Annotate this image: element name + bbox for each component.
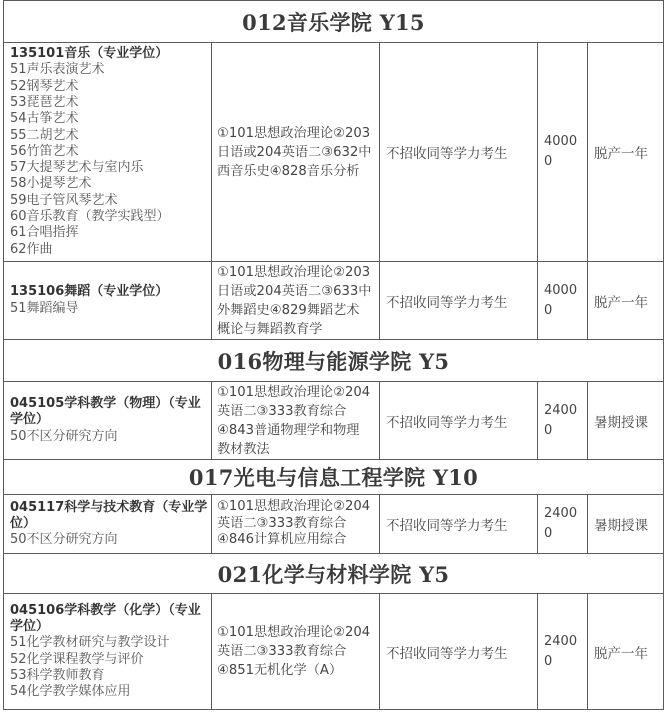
note-cell: 不招收同等学力考生 (380, 495, 538, 554)
major-title: 135101音乐（专业学位） (10, 46, 169, 62)
exam-line: 概论与舞蹈教育学 (217, 321, 323, 337)
direction-item: 54古筝艺术 (10, 111, 79, 127)
direction-item: 51化学教材研究与教学设计 (10, 635, 170, 651)
direction-item: 50不区分研究方向 (10, 532, 118, 548)
dept-row (4, 340, 664, 382)
exam-line: 日语或204英语二③633中 (217, 283, 372, 299)
major-cell (4, 43, 212, 262)
exam-line: ④851无机化学（A） (217, 663, 343, 678)
table-row (4, 382, 664, 460)
dept-row (4, 460, 664, 495)
quota-cell (538, 495, 588, 554)
direction-item: 55二胡艺术 (10, 127, 79, 143)
quota-line: 0 (544, 526, 553, 541)
direction-item: 51舞蹈编导 (10, 300, 79, 316)
quota-cell (538, 382, 588, 460)
quota-line: 2400 (544, 633, 578, 649)
major-cell (4, 382, 212, 460)
exam-line: ①101思想政治理论②204 (217, 625, 371, 640)
direction-item: 62作曲 (10, 241, 53, 257)
quota-cell (538, 594, 588, 710)
direction-item: 53科学教师教育 (10, 667, 105, 683)
exam-subjects-cell (212, 43, 380, 262)
quota-line: 0 (544, 422, 553, 438)
dept-row (4, 554, 664, 594)
direction-item: 50不区分研究方向 (10, 428, 118, 444)
direction-item: 54化学教学媒体应用 (10, 684, 131, 700)
exam-subjects-cell (212, 262, 380, 340)
quota-line: 4000 (544, 134, 578, 149)
program-table (3, 0, 664, 710)
table-row (4, 594, 664, 710)
study-mode-cell: 脱产一年 (588, 594, 664, 710)
quota-line: 0 (544, 302, 553, 318)
exam-line: ①101思想政治理论②204 (217, 499, 371, 515)
exam-line: 英语二③333教育综合 (217, 515, 347, 531)
note-cell: 不招收同等学力考生 (380, 43, 538, 262)
exam-subjects-cell (212, 495, 380, 554)
major-cell (4, 594, 212, 710)
dept-header: 021化学与材料学院 Y5 (4, 554, 664, 594)
study-mode-cell: 暑期授课 (588, 382, 664, 460)
table-row (4, 43, 664, 262)
note-cell: 不招收同等学力考生 (380, 382, 538, 460)
table-row (4, 495, 664, 554)
major-cell (4, 262, 212, 340)
exam-line: ④846计算机应用综合 (217, 532, 347, 548)
quota-line: 0 (544, 653, 553, 669)
dept-header: 012音乐学院 Y15 (4, 1, 664, 43)
exam-subjects-cell (212, 382, 380, 460)
exam-subjects-cell (212, 594, 380, 710)
quota-line: 2400 (544, 402, 578, 418)
direction-item: 51声乐表演艺术 (10, 62, 105, 78)
dept-header: 016物理与能源学院 Y5 (4, 340, 664, 382)
exam-line: ①101思想政治理论②203 (217, 125, 371, 141)
quota-line: 4000 (544, 282, 578, 298)
exam-line: ④843普通物理学和物理 (217, 422, 360, 438)
major-title: 045105学科教学（物理）（专业学位） (10, 396, 201, 428)
direction-item: 52钢琴艺术 (10, 78, 79, 94)
quota-cell (538, 43, 588, 262)
study-mode-cell: 脱产一年 (588, 262, 664, 340)
major-title: 135106舞蹈（专业学位） (10, 284, 169, 300)
quota-cell (538, 262, 588, 340)
direction-item: 61合唱指挥 (10, 225, 79, 241)
study-mode-cell: 暑期授课 (588, 495, 664, 554)
quota-line: 0 (544, 154, 553, 169)
quota-line: 2400 (544, 506, 578, 521)
major-title: 045106学科教学（化学）（专业学位） (10, 602, 201, 634)
exam-line: 英语二③333教育综合 (217, 644, 347, 659)
exam-line: ①101思想政治理论②204 (217, 384, 371, 400)
major-cell (4, 495, 212, 554)
note-cell: 不招收同等学力考生 (380, 594, 538, 710)
exam-line: 西音乐史④828音乐分析 (217, 163, 360, 179)
exam-line: 英语二③333教育综合 (217, 403, 347, 419)
exam-line: 外舞蹈史④829舞蹈艺术 (217, 302, 360, 318)
direction-item: 58小提琴艺术 (10, 176, 92, 192)
direction-item: 53琵琶艺术 (10, 94, 79, 110)
direction-item: 56竹笛艺术 (10, 143, 79, 159)
major-title: 045117科学与技术教育（专业学位） (10, 499, 208, 531)
study-mode-cell: 脱产一年 (588, 43, 664, 262)
dept-header: 017光电与信息工程学院 Y10 (4, 460, 664, 495)
exam-line: ①101思想政治理论②203 (217, 264, 371, 280)
exam-line: 日语或204英语二③632中 (217, 144, 372, 160)
direction-item: 52化学课程教学与评价 (10, 651, 144, 667)
dept-row (4, 1, 664, 43)
direction-item: 59电子管风琴艺术 (10, 192, 118, 208)
table-row (4, 262, 664, 340)
note-cell: 不招收同等学力考生 (380, 262, 538, 340)
direction-item: 60音乐教育（教学实践型） (10, 209, 170, 225)
direction-item: 57大提琴艺术与室内乐 (10, 160, 144, 176)
exam-line: 教材教法 (217, 441, 270, 457)
